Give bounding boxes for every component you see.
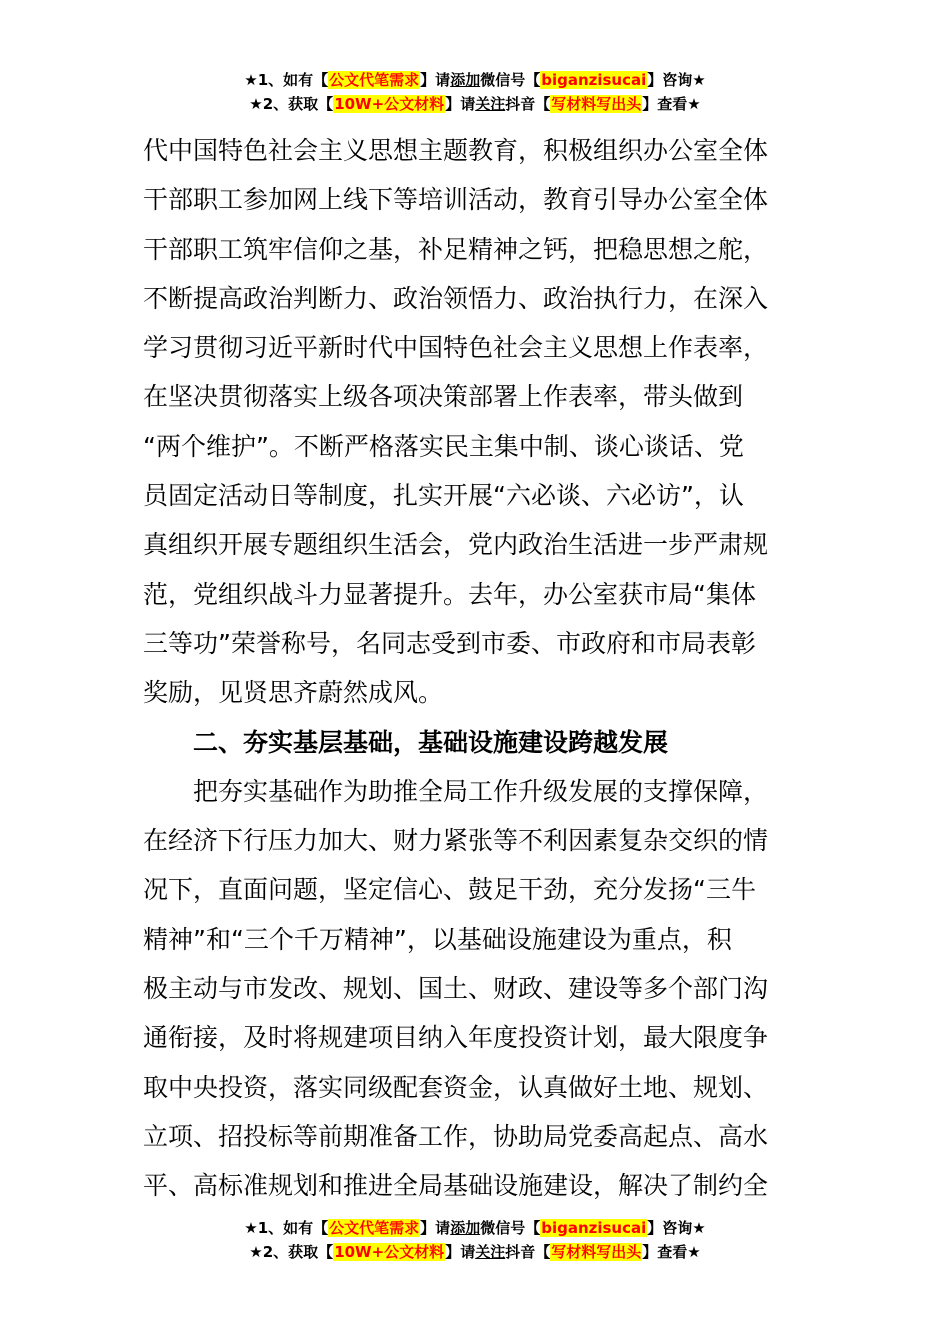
paragraph-line: 代中国特色社会主义思想主题教育，积极组织办公室全体 [143,136,769,165]
banner-text: 】查看★ [642,95,701,113]
paragraph-line: 干部职工参加网上线下等培训活动，教育引导办公室全体 [143,185,769,215]
banner-text: 】请 [420,71,451,89]
banner-text: 】请 [445,1243,476,1261]
banner-highlight: 10W+公文材料 [334,95,445,113]
banner-highlight: 公文代笔需求 [329,1219,420,1237]
banner-line-2 [0,92,950,116]
banner-text: 】咨询★ [647,1219,706,1237]
banner-douyin-name: 写材料写出头 [551,95,642,113]
paragraph-line: 在坚决贯彻落实上级各项决策部署上作表率，带头做到 [143,382,744,412]
banner-text: 】查看★ [642,1243,701,1261]
paragraph-line: 取中央投资，落实同级配套资金，认真做好土地、规划、 [143,1072,769,1102]
paragraph-line: 把夯实基础作为助推全局工作升级发展的支撑保障， [193,776,769,806]
paragraph-line: 干部职工筑牢信仰之基，补足精神之钙，把稳思想之舵， [143,234,769,264]
banner-highlight: 10W+公文材料 [334,1243,445,1261]
paragraph-line: 通衔接，及时将规建项目纳入年度投资计划，最大限度争 [143,1023,769,1053]
banner-underlined: 关注 [475,95,506,113]
banner-text: 】请 [445,95,476,113]
document-body [143,126,793,1211]
banner-text: 微信号【 [480,1219,541,1237]
paragraph-line: 极主动与市发改、规划、国土、财政、建设等多个部门沟 [143,974,769,1004]
paragraph-line: 立项、招投标等前期准备工作，协助局党委高起点、高水 [143,1121,769,1151]
paragraph-line: 在经济下行压力加大、财力紧张等不利因素复杂交织的情 [143,826,769,856]
banner-text: 抖音【 [505,1243,551,1261]
banner-text: ★2、获取【 [249,95,334,113]
banner-text: 】咨询★ [647,71,706,89]
banner-wechat-id: biganzisucai [541,71,647,89]
paragraph-line: 三等功”荣誉称号，名同志受到市委、市政府和市局表彰 [143,628,756,658]
banner-line-2 [0,1240,950,1264]
banner-douyin-name: 写材料写出头 [551,1243,642,1261]
banner-text: ★2、获取【 [249,1243,334,1261]
banner-line-1 [0,68,950,92]
banner-text: ★1、如有【 [244,71,329,89]
header-banner [0,68,950,116]
paragraph-line: 奖励，见贤思齐蔚然成风。 [143,678,444,708]
banner-text: ★1、如有【 [244,1219,329,1237]
paragraph-line: “两个维护”。不断严格落实民主集中制、谈心谈话、党 [143,431,744,461]
paragraph-line: 真组织开展专题组织生活会，党内政治生活进一步严肃规 [143,530,769,560]
banner-underlined: 添加 [450,1219,481,1237]
paragraph-line: 不断提高政治判断力、政治领悟力、政治执行力，在深入 [143,283,769,313]
banner-wechat-id: biganzisucai [541,1219,647,1237]
paragraph-line: 范，党组织战斗力显著提升。去年，办公室获市局“集体 [143,579,756,609]
banner-line-1 [0,1216,950,1240]
banner-underlined: 添加 [450,71,481,89]
paragraph-line: 学习贯彻习近平新时代中国特色社会主义思想上作表率， [143,333,769,363]
banner-text: 抖音【 [505,95,551,113]
banner-highlight: 公文代笔需求 [329,71,420,89]
footer-banner [0,1216,950,1264]
banner-text: 】请 [420,1219,451,1237]
paragraph-line: 况下，直面问题，坚定信心、鼓足干劲，充分发扬“三牛 [143,875,756,905]
paragraph-line: 平、高标准规划和推进全局基础设施建设，解决了制约全 [143,1171,769,1201]
paragraph-line: 精神”和“三个千万精神”，以基础设施建设为重点，积 [143,924,732,954]
banner-underlined: 关注 [475,1243,506,1261]
section-heading: 二、夯实基层基础，基础设施建设跨越发展 [193,727,669,757]
paragraph-line: 员固定活动日等制度，扎实开展“六必谈、六必访”，认 [143,481,744,511]
banner-text: 微信号【 [480,71,541,89]
